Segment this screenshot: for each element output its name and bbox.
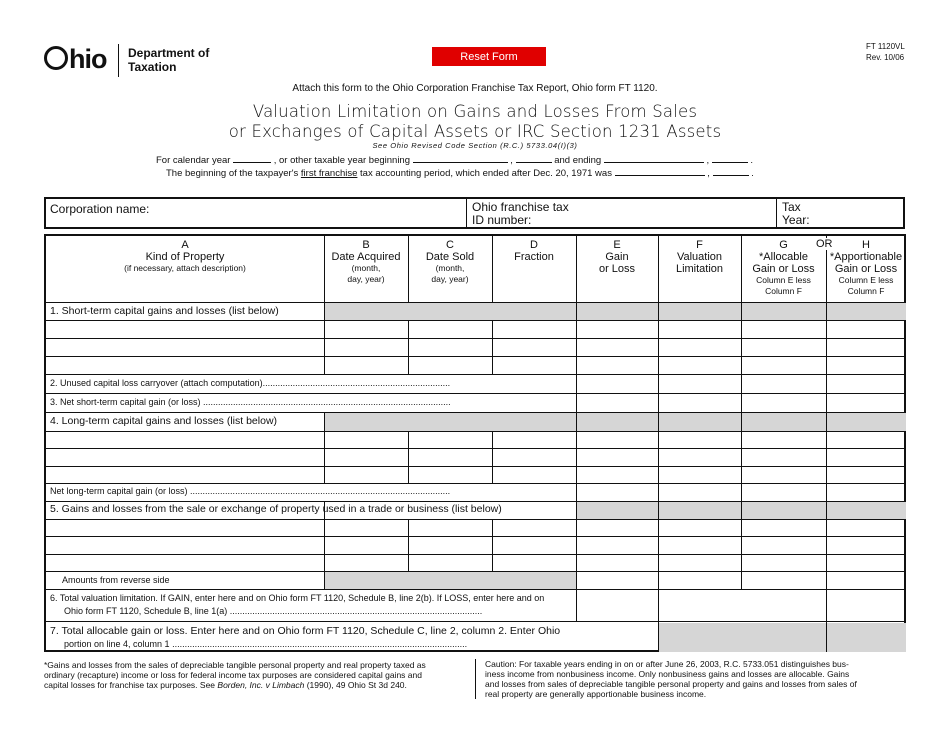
shade-r4-bcd xyxy=(324,413,576,431)
rule-r3 xyxy=(46,412,906,413)
col-e-header xyxy=(576,239,658,275)
identification-box xyxy=(44,197,905,229)
footnote-line3a: capital losses for franchise tax purposes. See xyxy=(44,680,218,690)
col-de xyxy=(576,236,577,621)
row-6-label-line2: Ohio form FT 1120, Schedule B, line 1(a) ..................................................................................................... xyxy=(64,606,483,616)
id-divider-1 xyxy=(466,199,467,227)
first-period-label-underlined: first franchise xyxy=(300,168,358,179)
col-a-letter: A xyxy=(181,239,189,251)
col-d-letter: D xyxy=(530,239,538,251)
reset-form-button[interactable]: Reset Form xyxy=(432,47,546,66)
attach-instruction: Attach this form to the Ohio Corporation Franchise Tax Report, Ohio form FT 1120. xyxy=(292,83,658,94)
caution-note xyxy=(485,659,910,699)
franchise-id-label-1: Ohio franchise tax xyxy=(472,200,569,214)
col-g-sub2: Column F xyxy=(765,286,802,296)
caution-line1: Caution: For taxable years ending in on or after June 26, 2003, R.C. 5733.051 distinguishes bus- xyxy=(485,659,849,669)
rule-net xyxy=(46,501,906,502)
form-id xyxy=(866,41,905,63)
col-f-title1: Valuation xyxy=(676,251,723,263)
shade-r1-bcd xyxy=(324,303,576,321)
tax-year-label-2: Year: xyxy=(782,213,810,227)
col-gh xyxy=(826,236,827,652)
caution-line4: real property are generally apportionable business income. xyxy=(485,689,707,699)
rule-r1c xyxy=(46,374,906,375)
col-f-letter: F xyxy=(696,239,703,251)
form-title-line1: Valuation Limitation on Gains and Losses From Sales xyxy=(252,102,698,121)
footnote-line3 xyxy=(44,680,464,690)
rule-r2 xyxy=(46,393,906,394)
col-d-header xyxy=(492,239,576,263)
form-title-line2: or Exchanges of Capital Assets or IRC Section 1231 Assets xyxy=(228,122,722,141)
begin-year-field[interactable] xyxy=(516,153,552,163)
end-date-field[interactable] xyxy=(604,153,704,163)
row-4-label: 4. Long-term capital gains and losses (list below) xyxy=(50,415,278,427)
tax-year-label-1: Tax xyxy=(782,200,801,214)
col-e-letter: E xyxy=(613,239,621,251)
col-h-title2: Gain or Loss xyxy=(834,263,898,275)
rule-r1 xyxy=(46,320,906,321)
rule-r1b xyxy=(46,356,906,357)
rule-r5b xyxy=(46,554,906,555)
col-ab-2 xyxy=(324,412,325,484)
col-c-sub2: day, year) xyxy=(431,274,469,284)
col-e-title2: or Loss xyxy=(598,263,636,275)
col-c-sub1: (month, xyxy=(435,263,465,273)
first-period-year-field[interactable] xyxy=(713,166,749,176)
row-7-label-line1: 7. Total allocable gain or loss. Enter here and on Ohio form FT 1120, Schedule C, line 2, column 2. Enter Ohio xyxy=(50,625,561,637)
rule-r5a xyxy=(46,536,906,537)
col-b-sub2: day, year) xyxy=(347,274,385,284)
end-year-field[interactable] xyxy=(712,153,748,163)
taxable-year-line: For calendar year , or other taxable year beginning , and ending , . xyxy=(156,155,754,166)
col-a-title: Kind of Property xyxy=(145,251,225,263)
col-c-letter: C xyxy=(446,239,454,251)
rule-r4c xyxy=(46,483,906,484)
row-6-label-line1: 6. Total valuation limitation. If GAIN, enter here and on Ohio form FT 1120, Schedule B, line 2(b). If LOSS, enter here and on xyxy=(50,593,545,603)
first-period-date-field[interactable] xyxy=(615,166,705,176)
col-g-title2: Gain or Loss xyxy=(752,263,815,275)
footnote-line1: *Gains and losses from the sales of depreciable tangible personal property and real property taxed as xyxy=(44,660,426,670)
col-g-title1: *Allocable xyxy=(759,251,808,263)
row-2-label: 2. Unused capital loss carryover (attach computation)........................................................................... xyxy=(50,378,451,388)
franchise-id-label-2: ID number: xyxy=(472,213,532,227)
col-d-title: Fraction xyxy=(514,251,554,263)
ohio-logo: hio xyxy=(44,44,107,75)
col-bc-1 xyxy=(408,320,409,374)
footnote-line2: ordinary (recapture) income or loss for federal income tax purposes are considered capital gains and xyxy=(44,670,422,680)
rule-r1a xyxy=(46,338,906,339)
col-cd-2 xyxy=(492,431,493,484)
col-h-sub2: Column F xyxy=(847,286,885,296)
footer-divider xyxy=(475,659,476,699)
col-f-header xyxy=(658,239,741,275)
corporation-name-label: Corporation name: xyxy=(50,202,150,216)
caution-line3: and losses from sales of depreciable tangible personal property and gains and losses from sales of xyxy=(485,679,857,689)
col-b-letter: B xyxy=(362,239,370,251)
begin-date-field[interactable] xyxy=(413,153,508,163)
rule-r5 xyxy=(46,519,906,520)
form-number: FT 1120VL xyxy=(866,42,905,51)
row-1-label: 1. Short-term capital gains and losses (list below) xyxy=(50,305,279,317)
col-g-letter: G xyxy=(779,239,788,251)
rule-r4a xyxy=(46,448,906,449)
caution-line2: iness income from nonbusiness income. Only nonbusiness gains and losses are allocable. Gains xyxy=(485,669,850,679)
net-long-term-label: Net long-term capital gain (or loss) ........................................................................................................ xyxy=(50,486,451,496)
col-cd-1 xyxy=(492,320,493,374)
rule-amounts xyxy=(46,589,906,590)
dept-line2: Taxation xyxy=(128,60,177,74)
col-cd-3 xyxy=(492,519,493,571)
statute-reference: See Ohio Revised Code Section (R.C.) 5733.04(I)(3) xyxy=(372,141,578,150)
calendar-year-label: For calendar year xyxy=(156,155,231,166)
first-period-line: The beginning of the taxpayer's first franchise tax accounting period, which ended after Dec. 20, 1971 was , . xyxy=(166,168,754,179)
ohio-logo-o-icon xyxy=(44,46,68,70)
row-3-label: 3. Net short-term capital gain (or loss) ................................................................................................... xyxy=(50,397,451,407)
rule-r4b xyxy=(46,466,906,467)
footnote-line3b: (1990), 49 Ohio St 3d 240. xyxy=(304,680,407,690)
col-f-title2: Limitation xyxy=(675,263,724,275)
col-h-title1: *Apportionable xyxy=(829,251,903,263)
col-e-title1: Gain xyxy=(605,251,629,263)
col-h-header xyxy=(826,239,906,297)
shade-r7-h xyxy=(827,623,906,652)
col-c-title: Date Sold xyxy=(425,251,475,263)
ending-label: and ending xyxy=(554,155,602,166)
form-revision: Rev. 10/06 xyxy=(866,53,905,62)
taxable-year-begin-label: , or other taxable year beginning xyxy=(273,155,410,166)
row-5-label: 5. Gains and losses from the sale or exchange of property used in a trade or business (list below) xyxy=(50,503,502,515)
col-a-sub: (if necessary, attach description) xyxy=(124,263,246,273)
or-label: OR xyxy=(816,238,833,250)
capital-gains-table xyxy=(44,234,906,652)
col-bc-3 xyxy=(408,519,409,571)
shade-r7-fg xyxy=(658,623,826,652)
amounts-reverse-label: Amounts from reverse side xyxy=(62,575,170,585)
col-b-title: Date Acquired xyxy=(331,251,401,263)
col-b-sub1: (month, xyxy=(351,263,381,273)
dept-line1: Department of xyxy=(128,46,210,60)
rule-r5c xyxy=(46,571,906,572)
col-a-header xyxy=(46,239,324,274)
logo-divider xyxy=(118,44,119,77)
rule-header-bottom xyxy=(46,302,906,303)
col-g-sub1: Column E less xyxy=(756,275,811,285)
col-c-header xyxy=(408,239,492,285)
col-h-letter: H xyxy=(862,239,870,251)
col-bc-2 xyxy=(408,431,409,484)
department-name xyxy=(128,46,209,74)
col-ef xyxy=(658,236,659,652)
rule-r4 xyxy=(46,431,906,432)
shade-amounts-bcd xyxy=(324,571,576,589)
footnote-case-name: Borden, Inc. v Limbach xyxy=(217,680,305,690)
col-b-header xyxy=(324,239,408,285)
tax-year-label xyxy=(782,201,810,227)
franchise-id-label xyxy=(472,201,569,227)
id-divider-2 xyxy=(776,199,777,227)
calendar-year-field[interactable] xyxy=(233,153,271,163)
rule-r6 xyxy=(46,621,906,622)
footnote-allocable xyxy=(44,660,464,690)
row-7-label-line2: portion on line 4, column 1 ...................................................................................................................... xyxy=(64,639,468,649)
col-h-sub1: Column E less xyxy=(838,275,894,285)
first-period-label-a: The beginning of the taxpayer's xyxy=(166,168,299,179)
first-period-label-b: tax accounting period, which ended after Dec. 20, 1971 was xyxy=(360,168,612,179)
